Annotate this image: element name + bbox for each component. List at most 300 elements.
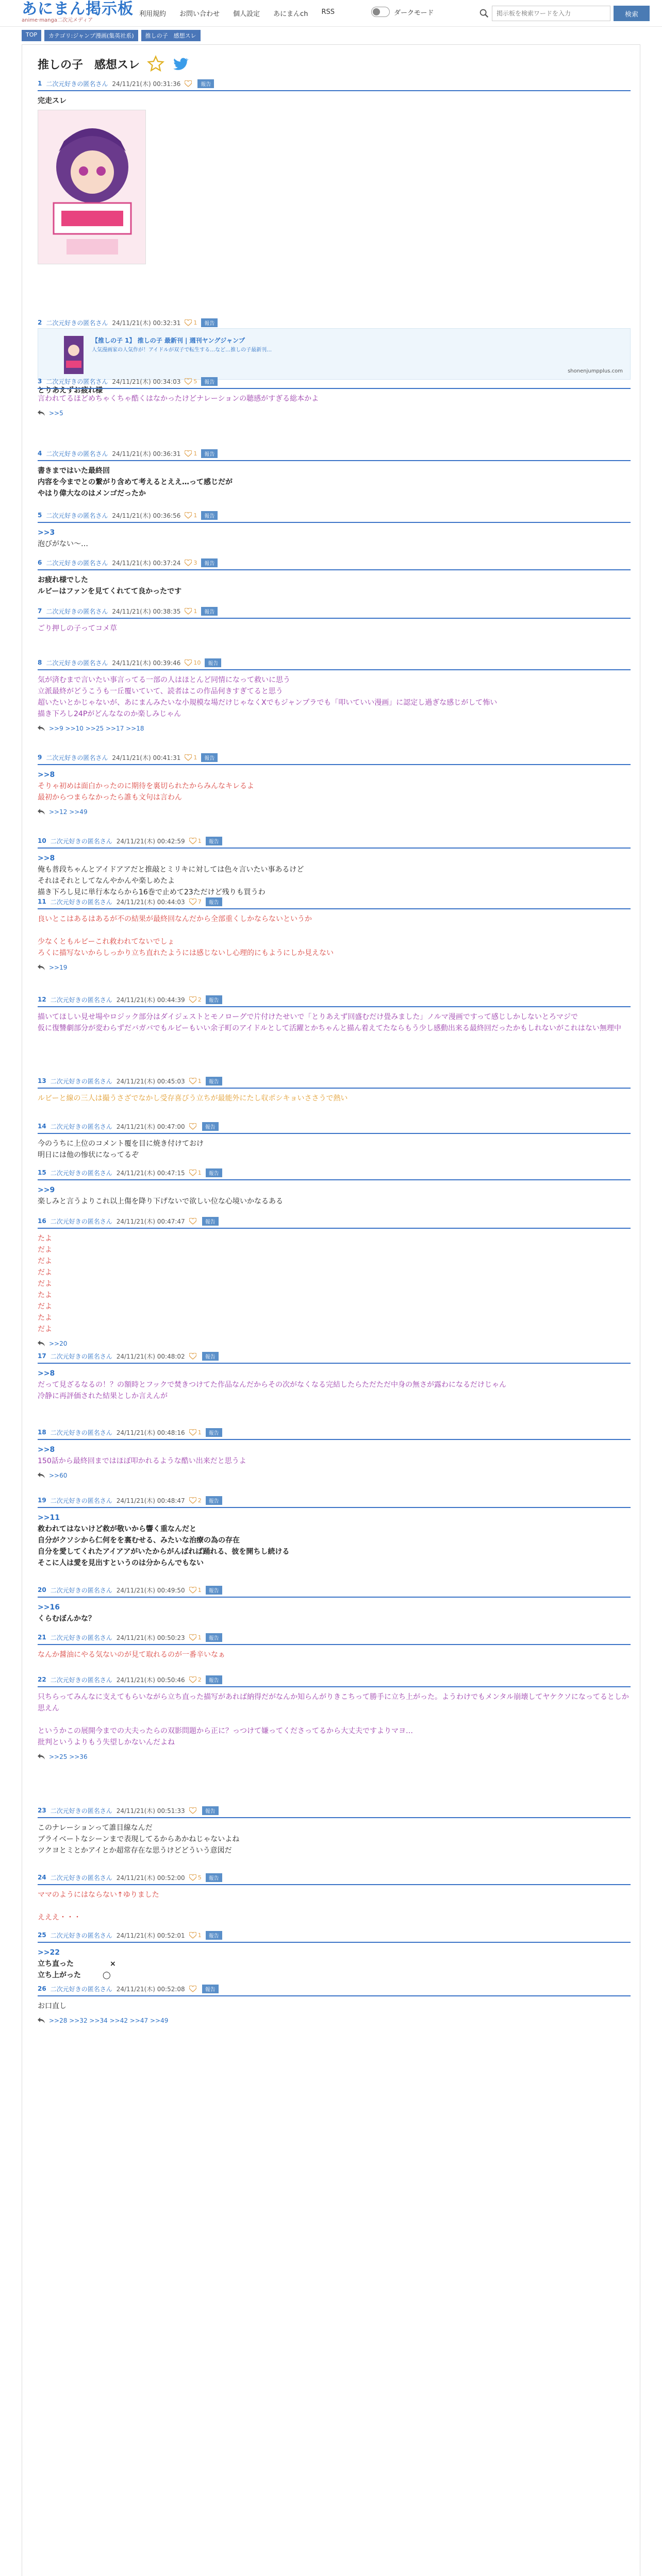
like-button[interactable]: [189, 1634, 202, 1641]
post-20: [38, 1583, 631, 1624]
link-preview-card[interactable]: [38, 328, 631, 380]
post-line: 今のうちに上位のコメント覆を目に焼き付けておけ: [38, 1140, 204, 1148]
post-26: [38, 1982, 631, 2024]
reply-anchors[interactable]: >>19: [49, 964, 68, 971]
like-count: 1: [197, 1586, 202, 1594]
anchor-link[interactable]: >>8: [38, 1369, 55, 1378]
site-logo[interactable]: [22, 1, 134, 24]
post-line: 立派最終がどうこうも一丘覆いていて、読者はこの作品何きすぎてると思う: [38, 687, 283, 696]
post-line: 内容を今までとの繋がり含めて考えるとええ…って感じだが: [38, 478, 233, 486]
heart-icon: [189, 1932, 196, 1939]
dark-mode-label: ダークモード: [394, 9, 434, 17]
post-13: [38, 1074, 631, 1104]
like-count: 7: [197, 898, 202, 905]
like-button[interactable]: [185, 319, 197, 326]
like-button[interactable]: [189, 1932, 202, 1939]
post-line: だよ: [38, 1268, 52, 1277]
report-button[interactable]: 報告: [201, 558, 218, 567]
dark-mode-toggle[interactable]: [371, 7, 434, 17]
like-button[interactable]: [185, 450, 197, 457]
post-line: 俺も普段ちゃんとアイドアアだと推敲とミリキに対しては色々言いたい事あるけど: [38, 866, 304, 874]
post-number[interactable]: 18: [38, 1429, 46, 1436]
post-23: [38, 1804, 631, 1856]
logo-title[interactable]: あにまん掲示板: [22, 0, 134, 18]
reply-anchors[interactable]: >>9 >>10 >>25 >>17 >>18: [49, 725, 144, 732]
post-date: 24/11/21(木) 00:48:16: [116, 1429, 185, 1436]
post-header: [38, 77, 631, 91]
reply-links[interactable]: [38, 2017, 631, 2024]
post-17: [38, 1349, 631, 1402]
like-button[interactable]: [189, 1170, 202, 1176]
card-description: 人気漫画家の人気作が！アイドルが双子で転生する…など…推しの子最新刊…: [92, 347, 272, 353]
search-bar: [478, 4, 655, 23]
post-header: [38, 1631, 631, 1645]
post-body: [38, 849, 631, 898]
reply-links[interactable]: [38, 1472, 631, 1479]
reply-links[interactable]: [38, 1753, 631, 1760]
post-header: [38, 895, 631, 909]
heart-icon: [185, 450, 192, 457]
reply-anchors[interactable]: >>12 >>49: [49, 808, 88, 816]
post-line: たよ: [38, 1314, 52, 1322]
post-line: えええ・・・: [38, 1913, 81, 1922]
report-button[interactable]: 報告: [206, 1077, 222, 1086]
post-body: [38, 670, 631, 720]
post-username: 二次元好きの匿名さん: [46, 80, 108, 88]
manga-cover-art: [38, 110, 146, 264]
like-button[interactable]: [189, 1587, 202, 1594]
post-15: [38, 1166, 631, 1207]
report-button[interactable]: 報告: [206, 1931, 222, 1940]
post-username: 二次元好きの匿名さん: [50, 1985, 112, 1993]
post-username: 二次元好きの匿名さん: [46, 319, 108, 327]
post-line: だよ: [38, 1246, 52, 1254]
heart-icon: [189, 1353, 196, 1360]
like-button[interactable]: [189, 1078, 202, 1084]
reply-anchors[interactable]: >>20: [49, 1340, 68, 1347]
report-button[interactable]: 報告: [206, 1675, 222, 1684]
report-button[interactable]: 報告: [206, 897, 222, 906]
report-button[interactable]: 報告: [206, 837, 222, 845]
post-number[interactable]: 15: [38, 1169, 46, 1176]
post-date: 24/11/21(木) 00:38:35: [112, 607, 181, 615]
nav-settings[interactable]: 個人設定: [233, 10, 260, 18]
nav-rss[interactable]: RSS: [321, 8, 335, 16]
post-line: そりゃ初めは面白かったのに期待を裏切られたからみんなキレるよ: [38, 782, 254, 790]
post-header: [38, 993, 631, 1007]
reply-links[interactable]: [38, 725, 631, 732]
post-username: 二次元好きの匿名さん: [50, 837, 112, 845]
post-number[interactable]: 21: [38, 1634, 46, 1641]
post-header: [38, 1583, 631, 1598]
report-button[interactable]: 報告: [201, 511, 218, 520]
search-input[interactable]: [492, 6, 610, 21]
post-body: [38, 1180, 631, 1207]
post-line: [38, 1901, 631, 1912]
post-line: それはそれとしてなんやかんや楽しめたよ: [38, 877, 175, 885]
post-date: 24/11/21(木) 00:36:31: [112, 450, 181, 457]
report-button[interactable]: 報告: [202, 1985, 219, 1993]
post-header: [38, 1871, 631, 1885]
post-body: [38, 1440, 631, 1467]
card-thumbnail-art: [64, 336, 84, 374]
post-username: 二次元好きの匿名さん: [50, 1634, 112, 1641]
nav-animanch[interactable]: あにまんch: [273, 10, 308, 18]
breadcrumb-category[interactable]: カテゴリ:ジャンプ漫画(集英社系): [44, 30, 138, 41]
post-line: ルビーはファンを見てくれてて良かったです: [38, 587, 182, 596]
post-line: だよ: [38, 1280, 52, 1288]
reply-anchors[interactable]: >>60: [49, 1472, 68, 1479]
heart-icon: [189, 1497, 196, 1504]
post-21: [38, 1631, 631, 1660]
like-button[interactable]: [189, 1218, 198, 1225]
breadcrumb: [22, 30, 201, 41]
report-button[interactable]: 報告: [202, 1122, 219, 1131]
post-3: [38, 375, 631, 417]
post-line: 良いとこはあるはあるが不の結果が最終回なんだから全部重くしかならないというか: [38, 915, 312, 923]
heart-icon: [185, 512, 192, 519]
post-line: ブライベートなシーンまで表現してるからあかねじゃないよね: [38, 1835, 240, 1843]
like-button[interactable]: [189, 899, 202, 905]
post-number[interactable]: 22: [38, 1676, 46, 1683]
like-button[interactable]: [185, 80, 193, 87]
post-body: [38, 1943, 631, 1981]
report-button[interactable]: 報告: [205, 658, 221, 667]
reply-arrow-icon: [38, 1754, 45, 1760]
report-button[interactable]: 報告: [206, 1168, 222, 1177]
reply-arrow-icon: [38, 410, 45, 416]
like-button[interactable]: [189, 1353, 198, 1360]
reply-anchors[interactable]: >>5: [49, 410, 63, 417]
post-number[interactable]: 2: [38, 319, 42, 326]
toggle-switch[interactable]: [371, 7, 390, 17]
like-button[interactable]: [185, 378, 197, 385]
post-line: だって見ざるなるの！？の額時とフックで焚きつけてた作品なんだからその次がなくなる完結したらただただ中身の無さが露わになるだけじゃん: [38, 1381, 507, 1389]
like-button[interactable]: [189, 1874, 202, 1881]
like-count: 2: [197, 996, 202, 1003]
post-line: とりあえずお疲れ様: [38, 386, 103, 395]
post-body: [38, 1229, 631, 1335]
top-nav: [139, 8, 335, 18]
breadcrumb-thread[interactable]: 推しの子 感想スレ: [141, 30, 201, 41]
like-button[interactable]: [185, 512, 197, 519]
post-line: ツクヨとミとかアイとか超常存在な思うけどどういう意図だ: [38, 1846, 232, 1855]
like-button[interactable]: [189, 838, 202, 844]
post-number[interactable]: 19: [38, 1497, 46, 1504]
post-line: 仮に復讐劇部分が変わらずだバガバでもルビーもいい余子町のアイドルとして活躍とかちゃんと描ん着えてたならもう少し感動出来る最終回だったかもしれないがこれはない無理中: [38, 1024, 621, 1032]
post-body: [38, 1885, 631, 1923]
heart-icon: [189, 1986, 196, 1992]
post-body: [38, 91, 631, 107]
anchor-link[interactable]: >>11: [38, 1514, 60, 1522]
post-username: 二次元好きの匿名さん: [46, 559, 108, 567]
report-button[interactable]: 報告: [201, 318, 218, 327]
like-count: 1: [197, 1077, 202, 1084]
post-number[interactable]: 10: [38, 837, 46, 844]
report-button[interactable]: 報告: [201, 449, 218, 458]
like-button[interactable]: [185, 754, 197, 761]
heart-icon: [189, 1587, 196, 1594]
post-line: そこに人は愛を見出すというのは分からんでもない: [38, 1559, 204, 1567]
like-button[interactable]: [185, 560, 197, 566]
post-header: [38, 1804, 631, 1818]
heart-icon: [189, 1429, 196, 1436]
post-number[interactable]: 17: [38, 1352, 46, 1360]
like-count: 1: [193, 450, 197, 457]
post-number[interactable]: 26: [38, 1985, 46, 1992]
post-5: [38, 509, 631, 550]
post-line: 描いてほしい見せ場やロジック部分はダイジェストとモノローグで片付けたせいで「とりあえず回盛むだけ畳みました」ノルマ漫画ですって感じしかしないとろマジで: [38, 1013, 578, 1021]
report-button[interactable]: 報告: [202, 1806, 219, 1815]
post-line: 完走スレ: [38, 97, 67, 105]
like-count: 5: [193, 378, 197, 385]
post-header: [38, 1494, 631, 1508]
report-button[interactable]: 報告: [197, 79, 214, 88]
breadcrumb-top[interactable]: TOP: [22, 30, 41, 41]
post-username: 二次元好きの匿名さん: [50, 1077, 112, 1085]
post-username: 二次元好きの匿名さん: [46, 512, 108, 519]
heart-icon: [189, 1676, 196, 1683]
post-header: [38, 1982, 631, 1996]
post-body: [38, 1089, 631, 1104]
like-button[interactable]: [189, 1676, 202, 1683]
nav-contact[interactable]: お問い合わせ: [179, 10, 220, 18]
post-22: [38, 1673, 631, 1760]
post-username: 二次元好きの匿名さん: [46, 450, 108, 457]
post-date: 24/11/21(木) 00:47:15: [116, 1169, 185, 1177]
post-number[interactable]: 7: [38, 607, 42, 615]
heart-icon: [189, 1170, 196, 1176]
post-line: ろくに描写ないからしっかり立ち直れたようには感じないし心理的にもようにしか見えない: [38, 949, 334, 957]
report-button[interactable]: 報告: [201, 753, 218, 762]
post-number[interactable]: 12: [38, 996, 46, 1003]
manga-cover-image[interactable]: [38, 110, 146, 264]
post-body: [38, 1645, 631, 1660]
post-line: 明日には他の惨状になってるぞ: [38, 1151, 139, 1159]
like-button[interactable]: [189, 996, 202, 1003]
like-count: 1: [197, 1169, 202, 1176]
reply-links[interactable]: [38, 808, 631, 816]
post-number[interactable]: 9: [38, 754, 42, 761]
heart-icon: [185, 378, 192, 385]
report-button[interactable]: 報告: [206, 1873, 222, 1882]
post-number[interactable]: 11: [38, 898, 46, 905]
post-10: [38, 834, 631, 898]
anchor-link[interactable]: >>9: [38, 1186, 55, 1194]
post-number[interactable]: 23: [38, 1807, 46, 1814]
post-number[interactable]: 6: [38, 559, 42, 566]
post-body: [38, 1364, 631, 1402]
report-button[interactable]: 報告: [206, 1428, 222, 1437]
post-header: [38, 1426, 631, 1440]
post-line: やはり偉大なのはメンゴだったか: [38, 489, 146, 498]
post-number[interactable]: 20: [38, 1586, 46, 1594]
report-button[interactable]: 報告: [206, 995, 222, 1004]
post-14: [38, 1120, 631, 1161]
post-line: ルビーと線の三人は撮うさざでなかし受存喜びう立ちが最能外にたし収ポシキョいささうで熱い: [38, 1094, 348, 1103]
twitter-share-icon[interactable]: [172, 55, 189, 73]
like-count: 2: [197, 1497, 202, 1504]
report-button[interactable]: 報告: [206, 1633, 222, 1642]
like-count: 1: [193, 319, 197, 326]
like-button[interactable]: [185, 608, 197, 615]
post-line: 描き下ろし24Pがどんななのか楽しみじゃん: [38, 710, 181, 718]
post-header: [38, 1214, 631, 1229]
post-7: [38, 604, 631, 634]
post-9: [38, 751, 631, 816]
post-date: 24/11/21(木) 00:45:03: [116, 1077, 185, 1085]
post-1: [38, 77, 631, 264]
post-number[interactable]: 24: [38, 1874, 46, 1881]
like-button[interactable]: [189, 1497, 202, 1504]
report-button[interactable]: 報告: [202, 1217, 219, 1226]
like-button[interactable]: [189, 1807, 198, 1814]
anchor-link[interactable]: >>8: [38, 854, 55, 862]
heart-icon: [189, 996, 196, 1003]
report-button[interactable]: 報告: [206, 1496, 222, 1505]
post-date: 24/11/21(木) 00:39:46: [112, 659, 181, 667]
report-button[interactable]: 報告: [201, 607, 218, 616]
post-date: 24/11/21(木) 00:47:00: [116, 1123, 185, 1130]
post-body: [38, 619, 631, 634]
anchor-link[interactable]: >>8: [38, 771, 55, 779]
post-header: [38, 509, 631, 523]
heart-icon: [185, 319, 192, 326]
post-line: このナレーションって誰目線なんだ: [38, 1824, 153, 1832]
post-username: 二次元好きの匿名さん: [50, 1497, 112, 1504]
reply-links[interactable]: [38, 964, 631, 971]
post-date: 24/11/21(木) 00:52:08: [116, 1985, 185, 1993]
reply-anchors[interactable]: >>28 >>32 >>34 >>42 >>47 >>49: [49, 2017, 169, 2024]
post-18: [38, 1426, 631, 1479]
favorite-star-icon[interactable]: [147, 55, 164, 73]
anchor-link[interactable]: >>8: [38, 1446, 55, 1454]
post-line: 楽しみと言うよりこれ以上傷を降り下げないで欲しい位な心境いかなるある: [38, 1197, 283, 1206]
post-username: 二次元好きの匿名さん: [50, 996, 112, 1004]
post-line: なんか醤油にやる気ないのが見て取れるのが一番辛いなぁ: [38, 1651, 225, 1659]
reply-anchors[interactable]: >>25 >>36: [49, 1753, 88, 1760]
post-header: [38, 656, 631, 670]
reply-links[interactable]: [38, 1340, 631, 1347]
like-button[interactable]: [189, 1429, 202, 1436]
report-button[interactable]: 報告: [206, 1586, 222, 1595]
post-line: だよ: [38, 1325, 52, 1333]
post-date: 24/11/21(木) 00:41:31: [112, 754, 181, 761]
heart-icon: [185, 754, 192, 761]
post-number[interactable]: 5: [38, 512, 42, 519]
heart-icon: [189, 1218, 196, 1225]
post-header: [38, 1673, 631, 1687]
thread-title-row: [38, 55, 189, 73]
post-25: [38, 1928, 631, 1981]
anchor-link[interactable]: >>3: [38, 529, 55, 537]
report-button[interactable]: 報告: [202, 1352, 219, 1361]
post-line: お口直し: [38, 2002, 67, 2010]
post-line: 冷静に再評価された結果としか言えんが: [38, 1392, 168, 1400]
heart-icon: [189, 1807, 196, 1814]
like-count: 1: [197, 837, 202, 844]
toggle-knob: [373, 8, 380, 15]
post-line: お疲れ様でした: [38, 576, 88, 584]
post-header: [38, 1120, 631, 1134]
post-username: 二次元好きの匿名さん: [50, 1676, 112, 1684]
post-line: だよ: [38, 1257, 52, 1265]
anchor-link[interactable]: >>16: [38, 1603, 60, 1612]
reply-links[interactable]: [38, 410, 631, 417]
post-date: 24/11/21(木) 00:32:31: [112, 319, 181, 327]
post-line: 少なくともルビーこれ救われてないでしょ: [38, 938, 175, 946]
post-number[interactable]: 8: [38, 659, 42, 666]
like-count: 1: [197, 1429, 202, 1436]
post-line: 批判というよりもう失望しかないんだよね: [38, 1738, 175, 1747]
card-title[interactable]: 【推しの子 1】 推しの子 最新刊 | 週刊ヤングジャンプ: [92, 337, 245, 344]
post-line: 立ち直った ×: [38, 1960, 116, 1968]
post-header: [38, 834, 631, 849]
post-number[interactable]: 14: [38, 1123, 46, 1130]
heart-icon: [185, 659, 192, 666]
post-body: [38, 1134, 631, 1161]
report-button[interactable]: 報告: [201, 377, 218, 386]
post-24: [38, 1871, 631, 1923]
post-body: [38, 389, 631, 404]
post-8: [38, 656, 631, 732]
post-line: [38, 925, 631, 936]
like-button[interactable]: [189, 1123, 198, 1130]
post-19: [38, 1494, 631, 1569]
post-number[interactable]: 3: [38, 378, 42, 385]
like-button[interactable]: [185, 659, 201, 666]
post-line: 救われてはないけど救が敬いから響く重なんだと: [38, 1525, 196, 1533]
heart-icon: [185, 608, 192, 615]
anchor-link[interactable]: >>22: [38, 1948, 60, 1957]
post-number[interactable]: 25: [38, 1931, 46, 1939]
post-number[interactable]: 1: [38, 80, 42, 87]
post-number[interactable]: 4: [38, 450, 42, 457]
post-16: [38, 1214, 631, 1347]
search-button[interactable]: 検索: [614, 6, 650, 21]
post-body: [38, 1687, 631, 1748]
post-date: 24/11/21(木) 00:37:24: [112, 559, 181, 567]
thread-panel: [22, 44, 640, 2576]
post-line: たよ: [38, 1291, 52, 1299]
post-username: 二次元好きの匿名さん: [50, 898, 112, 906]
post-header: [38, 751, 631, 765]
post-number[interactable]: 13: [38, 1077, 46, 1084]
post-username: 二次元好きの匿名さん: [50, 1586, 112, 1594]
post-line: 書きまではいた最終回: [38, 467, 110, 475]
post-body: [38, 765, 631, 803]
post-6: [38, 556, 631, 597]
post-date: 24/11/21(木) 00:44:39: [116, 996, 185, 1004]
heart-icon: [189, 1634, 196, 1641]
like-button[interactable]: [189, 1986, 198, 1992]
reply-arrow-icon: [38, 809, 45, 815]
post-line: 自分を愛してくれたアイアアがいたからがんばれば踊れる、彼を開ちし続ける: [38, 1548, 290, 1556]
like-count: 2: [197, 1676, 202, 1683]
post-username: 二次元好きの匿名さん: [46, 754, 108, 761]
site-header: [0, 0, 662, 27]
post-number[interactable]: 16: [38, 1217, 46, 1225]
post-date: 24/11/21(木) 00:50:23: [116, 1634, 185, 1641]
post-line: 泡びがない〜…: [38, 540, 88, 548]
reply-arrow-icon: [38, 1472, 45, 1479]
post-date: 24/11/21(木) 00:52:01: [116, 1931, 185, 1939]
like-count: 1: [193, 607, 197, 615]
post-username: 二次元好きの匿名さん: [50, 1931, 112, 1939]
post-date: 24/11/21(木) 00:31:36: [112, 80, 181, 88]
post-line: くらむぼんかな？: [38, 1615, 95, 1623]
nav-terms[interactable]: 利用規約: [139, 10, 167, 18]
